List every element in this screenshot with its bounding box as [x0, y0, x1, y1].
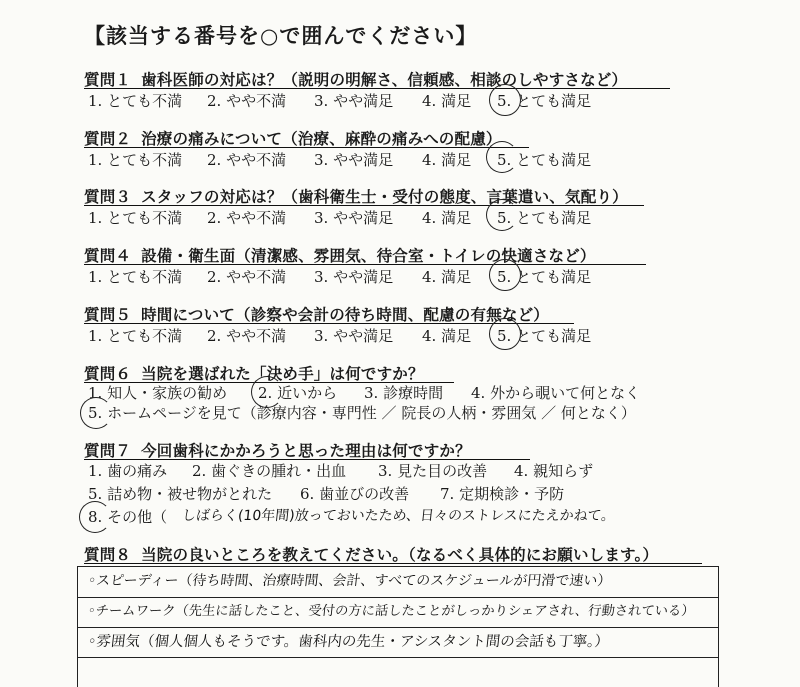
- selection-circle: [486, 199, 518, 231]
- question-4-title: [84, 244, 596, 266]
- question-text: スタッフの対応は？（歯科衛生士・受付の態度、言葉遣い、気配り）: [141, 188, 628, 206]
- question-number: 質問４: [84, 247, 132, 265]
- selection-circle: [489, 259, 521, 291]
- question-8-title: [84, 543, 658, 565]
- option-1[interactable]: 1. とても不満: [88, 268, 183, 286]
- selection-circle: [80, 397, 112, 429]
- option-4[interactable]: 4. 外から覗いて何となく: [471, 384, 641, 402]
- option-3[interactable]: 3. やや満足: [314, 151, 394, 169]
- option-4[interactable]: 4. 満足: [422, 151, 472, 169]
- question-5-title: [84, 303, 549, 325]
- option-4[interactable]: 4. 満足: [422, 209, 472, 227]
- question-text: 当院を選ばれた「決め手」は何ですか？: [141, 365, 424, 383]
- option-4[interactable]: 4. 満足: [422, 268, 472, 286]
- option-5[interactable]: 5. とても満足: [497, 209, 592, 227]
- question-3-title: [84, 185, 628, 207]
- other-reason-handwritten: しばらく(10年間)放っておいたため、日々のストレスにたえかねて。: [181, 508, 616, 524]
- option-3[interactable]: 3. やや満足: [314, 327, 394, 345]
- option-5[interactable]: 5. とても満足: [497, 92, 592, 110]
- option-1[interactable]: 1. とても不満: [88, 209, 183, 227]
- question-number: 質問６: [84, 365, 132, 383]
- option-5[interactable]: 5. とても満足: [497, 327, 592, 345]
- title-underline: [84, 264, 646, 265]
- option-6[interactable]: 6. 歯並びの改善: [300, 485, 410, 503]
- question-number: 質問３: [84, 188, 132, 206]
- question-text: 今回歯科にかかろうと思った理由は何ですか？: [141, 442, 471, 460]
- question-number: 質問７: [84, 442, 132, 460]
- option-2[interactable]: 2. やや不満: [207, 268, 287, 286]
- option-3[interactable]: 3. やや満足: [314, 209, 394, 227]
- question-text: 治療の痛みについて（治療、麻酔の痛みへの配慮）: [141, 130, 502, 148]
- option-5[interactable]: 5. 詰め物・被せ物がとれた: [88, 485, 273, 503]
- question-1-title: [84, 68, 627, 90]
- option-8[interactable]: 8. その他（: [88, 508, 168, 526]
- selection-circle: [79, 501, 111, 533]
- selection-circle: [489, 84, 521, 116]
- selection-circle: [486, 141, 518, 173]
- option-1[interactable]: 1. とても不満: [88, 151, 183, 169]
- ruled-line: [78, 597, 718, 598]
- selection-circle: [489, 318, 521, 350]
- question-text: 歯科医師の対応は？（説明の明解さ、信頼感、相談のしやすさなど）: [141, 71, 628, 89]
- question-number: 質問２: [84, 130, 132, 148]
- option-7[interactable]: 7. 定期検診・予防: [440, 485, 565, 503]
- option-1[interactable]: 1. 知人・家族の勧め: [88, 384, 228, 402]
- option-3[interactable]: 3. やや満足: [314, 92, 394, 110]
- question-3-options: [0, 207, 800, 231]
- comment-line-2: ◦チームワーク（先生に話したこと、受付の方に話したことがしっかりシェアされ、行動されている）: [87, 604, 696, 619]
- option-2[interactable]: 2. やや不満: [207, 92, 287, 110]
- option-2[interactable]: 2. 歯ぐきの腫れ・出血: [192, 462, 347, 480]
- question-1-options: [0, 90, 800, 114]
- option-1[interactable]: 1. とても不満: [88, 92, 183, 110]
- option-4[interactable]: 4. 満足: [422, 327, 472, 345]
- question-text: 当院の良いところを教えてください。（なるべく具体的にお願いします。）: [141, 546, 659, 564]
- question-text: 時間について（診察や会計の待ち時間、配慮の有無など）: [141, 306, 550, 324]
- question-2-title: [84, 127, 502, 149]
- ruled-line: [78, 657, 718, 658]
- option-3[interactable]: 3. 診療時間: [364, 384, 444, 402]
- title-underline: [84, 563, 702, 564]
- option-2[interactable]: 2. やや不満: [207, 151, 287, 169]
- question-number: 質問８: [84, 546, 132, 564]
- question-5-options: [0, 325, 800, 349]
- survey-header: 【該当する番号を○で囲んでください】: [84, 24, 478, 48]
- option-3[interactable]: 3. 見た目の改善: [378, 462, 488, 480]
- question-6-options-row2: [0, 402, 800, 426]
- question-7-title: [84, 439, 471, 461]
- title-underline: [84, 88, 670, 89]
- ruled-line: [78, 627, 718, 628]
- option-2[interactable]: 2. やや不満: [207, 327, 287, 345]
- question-number: 質問５: [84, 306, 132, 324]
- question-text: 設備・衛生面（清潔感、雰囲気、待合室・トイレの快適さなど）: [141, 247, 596, 265]
- question-7-options-row1: [0, 460, 800, 484]
- option-2[interactable]: 2. やや不満: [207, 209, 287, 227]
- option-4[interactable]: 4. 親知らず: [514, 462, 594, 480]
- comment-line-1: ◦スピーディー（待ち時間、治療時間、会計、すべてのスケジュールが円滑で速い）: [87, 573, 613, 589]
- question-2-options: [0, 149, 800, 173]
- comment-line-3: ◦雰囲気（個人個人もそうです。歯科内の先生・アシスタント間の会話も丁寧。）: [87, 634, 610, 650]
- question-7-options-row2: [0, 483, 800, 507]
- option-5[interactable]: 5. とても満足: [497, 151, 592, 169]
- option-1[interactable]: 1. 歯の痛み: [88, 462, 168, 480]
- option-2[interactable]: 2. 近いから: [258, 384, 338, 402]
- option-5[interactable]: 5. とても満足: [497, 268, 592, 286]
- option-1[interactable]: 1. とても不満: [88, 327, 183, 345]
- question-4-options: [0, 266, 800, 290]
- question-number: 質問１: [84, 71, 132, 89]
- option-4[interactable]: 4. 満足: [422, 92, 472, 110]
- option-3[interactable]: 3. やや満足: [314, 268, 394, 286]
- option-5[interactable]: 5. ホームページを見て（診療内容・専門性 ／ 院長の人柄・雰囲気 ／ 何となく）: [88, 404, 636, 422]
- title-underline: [84, 147, 529, 148]
- title-underline: [84, 205, 644, 206]
